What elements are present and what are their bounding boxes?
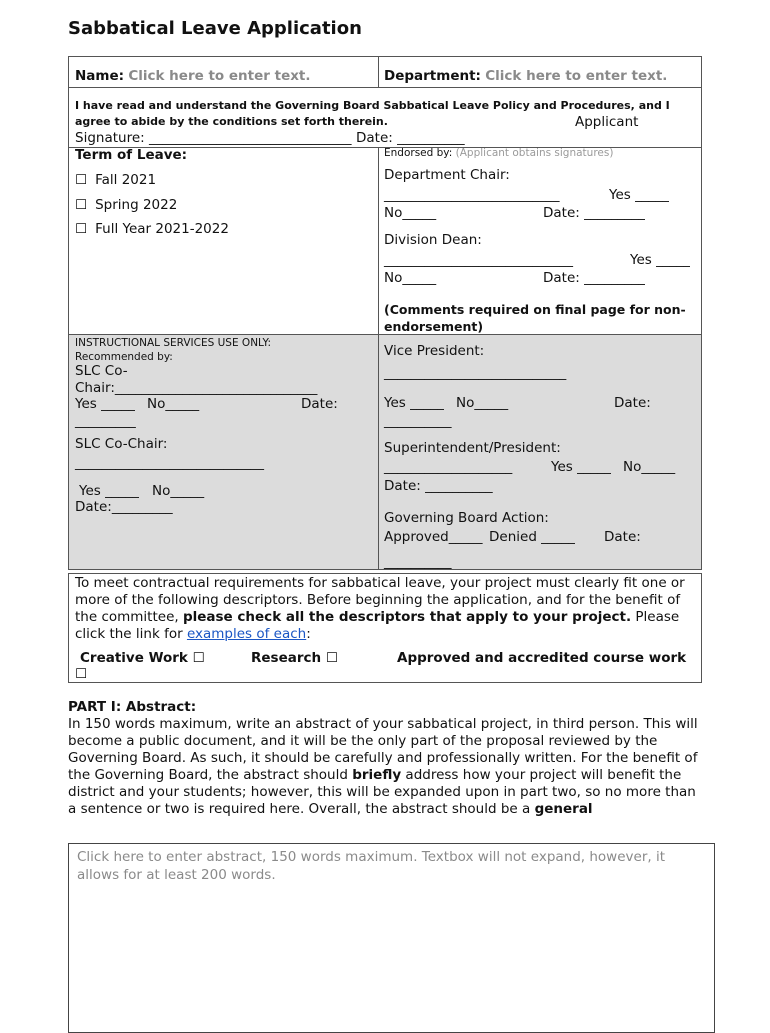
supt-label: Superintendent/President: [384, 440, 561, 456]
slc2-no[interactable]: No_____ [152, 483, 205, 499]
term-option-fall[interactable] [75, 172, 156, 188]
dean-date[interactable]: Date: _________ [543, 270, 645, 286]
slc2-date[interactable]: Date:_________ [75, 499, 173, 515]
agreement-date-line[interactable]: Date: __________ [356, 130, 465, 146]
name-input[interactable]: Click here to enter text. [128, 68, 311, 84]
term-option-label: Fall 2021 [95, 172, 157, 188]
board-approved[interactable]: Approved_____ [384, 529, 483, 545]
supt-no[interactable]: No_____ [623, 459, 676, 475]
slc1-no[interactable]: No_____ [147, 396, 200, 412]
descriptors-text-bold: please check all the descriptors that apply to your project. [182, 609, 632, 625]
endorsed-by-label: Endorsed by: [384, 147, 453, 159]
dean-yes[interactable]: Yes _____ [630, 252, 690, 268]
vp-no[interactable]: No_____ [456, 395, 509, 411]
instructional-heading-text: INSTRUCTIONAL SERVICES USE ONLY: [75, 337, 272, 349]
creative-work-checkbox[interactable]: Creative Work ☐ [80, 650, 205, 666]
comments-note: (Comments required on final page for non-endorsement) [384, 302, 686, 334]
term-option-label: Spring 2022 [95, 197, 178, 213]
descriptors-text-a: To meet contractual requirements for sabbatical leave, your project must clearly fit one or more of the following descriptors. Before beginning the application, and for the benefit of the committee, [75, 575, 685, 625]
descriptors-text [75, 575, 695, 643]
approved-coursework-label: Approved and accredited course work [397, 650, 687, 666]
term-option-label: Full Year 2021-2022 [95, 221, 229, 237]
approved-coursework-checkbox[interactable]: ☐ [75, 666, 88, 682]
board-date-line[interactable]: __________ [384, 554, 452, 570]
board-denied[interactable]: Denied _____ [489, 529, 575, 545]
term-heading: Term of Leave: [75, 147, 188, 163]
checkbox-icon[interactable]: ☐ [75, 221, 88, 237]
dept-chair-date[interactable]: Date: _________ [543, 205, 645, 221]
slc2-signature[interactable]: ____________________________ [75, 455, 264, 471]
dean-label: Division Dean: [384, 232, 482, 248]
vp-yes[interactable]: Yes _____ [384, 395, 444, 411]
applicant-label: Applicant [575, 114, 639, 130]
department-label: Department: [384, 68, 481, 84]
supt-yes[interactable]: Yes _____ [551, 459, 611, 475]
instructional-heading [75, 336, 271, 364]
checkbox-icon[interactable]: ☐ [75, 197, 88, 213]
examples-link[interactable]: examples of each [186, 626, 307, 642]
slc1-date-line[interactable]: _________ [75, 413, 136, 429]
signature-line[interactable]: Signature: ______________________________ [75, 130, 352, 146]
name-field[interactable] [75, 68, 311, 84]
dept-chair-yes[interactable]: Yes _____ [609, 187, 669, 203]
dept-chair-no[interactable]: No_____ [384, 205, 437, 221]
slc1-date: Date: [301, 396, 338, 412]
term-option-full-year[interactable] [75, 221, 229, 237]
dept-chair-label: Department Chair: [384, 167, 510, 183]
descriptors-text-c: : [306, 626, 311, 642]
department-input[interactable]: Click here to enter text. [485, 68, 668, 84]
slc1-label-a: SLC Co- [75, 363, 128, 379]
supt-signature[interactable]: ___________________ [384, 459, 513, 475]
dean-no[interactable]: No_____ [384, 270, 437, 286]
supt-date[interactable]: Date: __________ [384, 478, 493, 494]
board-label: Governing Board Action: [384, 510, 549, 526]
endorsed-by [384, 147, 613, 159]
part1-bold-briefly: briefly [352, 767, 402, 783]
vp-date: Date: [614, 395, 651, 411]
part1-bold-general: general [534, 801, 593, 817]
vp-signature[interactable]: ___________________________ [384, 365, 567, 381]
checkbox-icon[interactable]: ☐ [75, 172, 88, 188]
agreement-text: I have read and understand the Governing Board Sabbatical Leave Policy and Procedures, and I agree to abide by the conditions set forth therein. [75, 99, 670, 128]
slc2-yes[interactable]: Yes _____ [79, 483, 139, 499]
slc1-yes[interactable]: Yes _____ [75, 396, 135, 412]
term-option-spring[interactable] [75, 197, 177, 213]
page-title: Sabbatical Leave Application [68, 18, 362, 39]
abstract-placeholder[interactable]: Click here to enter abstract, 150 words maximum. Textbox will not expand, however, it allows for at least 200 words. [77, 849, 666, 883]
part1-paragraph [68, 716, 704, 818]
department-field[interactable] [384, 68, 667, 84]
vp-label: Vice President: [384, 343, 485, 359]
board-date: Date: [604, 529, 641, 545]
endorsed-by-note: (Applicant obtains signatures) [455, 147, 614, 159]
dept-chair-signature[interactable]: __________________________ [384, 187, 560, 203]
name-label: Name: [75, 68, 125, 84]
part1-text-b: address how your project will benefit the district and your students; however, this will be expanded upon in part two, so no more than a sentence or two is required here. Overall, the abstract should be a [68, 767, 696, 817]
research-checkbox[interactable]: Research ☐ [251, 650, 338, 666]
slc1-signature[interactable]: Chair:______________________________ [75, 380, 318, 396]
part1-text-a: In 150 words maximum, write an abstract of your sabbatical project, in third person. This will become a public document, and it will be the only part of the proposal reviewed by the Governing Board. As such, it should be carefully and professionally written. For the benefit of the Governing Board, the abstract should [68, 716, 698, 783]
vp-date-line[interactable]: __________ [384, 413, 452, 429]
slc2-label: SLC Co-Chair: [75, 436, 168, 452]
descriptors-text-b: Please click the link for [75, 609, 680, 642]
dean-signature[interactable]: ____________________________ [384, 252, 573, 268]
recommended-by: Recommended by: [75, 351, 173, 363]
part1-heading: PART I: Abstract: [68, 699, 197, 715]
